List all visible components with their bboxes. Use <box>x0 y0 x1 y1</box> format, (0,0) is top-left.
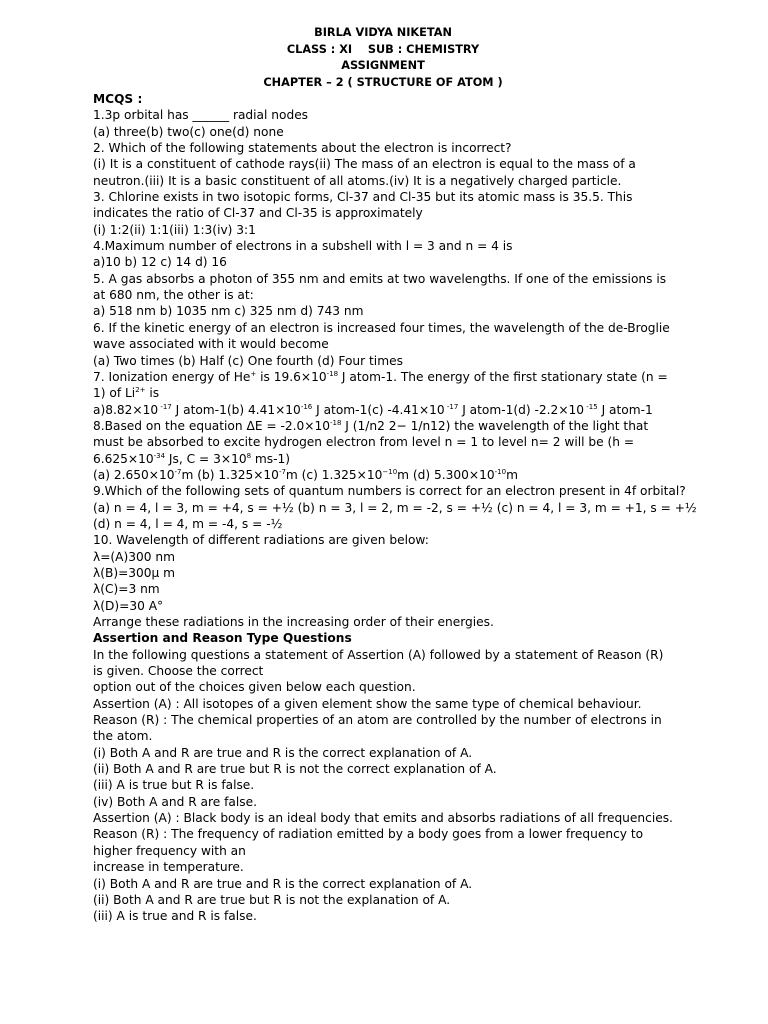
ar1-option-iv: (iv) Both A and R are false. <box>93 794 257 809</box>
question-4: 4.Maximum number of electrons in a subshell with l = 3 and n = 4 is <box>93 239 513 254</box>
question-10-item-d: λ(D)=30 A° <box>93 598 164 613</box>
question-6: 6. If the kinetic energy of an electron is increased four times, the wavelength of the de-Broglie wave associated with it would become <box>93 320 670 352</box>
question-2: 2. Which of the following statements about the electron is incorrect? <box>93 141 512 156</box>
question-10-instruction: Arrange these radiations in the increasing order of their energies. <box>93 615 494 629</box>
question-10-item-a: λ=(A)300 nm <box>93 549 176 564</box>
question-9: 9.Which of the following sets of quantum numbers is correct for an electron present in 4f orbital? <box>93 484 686 499</box>
question-8-options: (a) $2.650\times 10^{-7}m$ (b) $1.325\times 10^{-7}m$ (c) $1.325\times 10^{-10}m$ (d) $5.300\times 10^{-10}m$ <box>93 467 518 482</box>
school-name: BIRLA VIDYA NIKETAN <box>314 26 452 39</box>
ar2-option-ii: (ii) Both A and R are true but R is not the explanation of A. <box>93 892 451 907</box>
question-7: 7. Ionization energy of He+ is $19.6\times 10^{-18}$ J atom-1. The energy of the first stationary state (n = 1) of $Li^{2+}$ is <box>93 369 668 401</box>
question-3: 3. Chlorine exists in two isotopic forms, Cl-37 and Cl-35 but its atomic mass is 35.5. This indicates the ratio of Cl-37 and Cl-35 is approximately <box>93 190 633 221</box>
question-2-options: (i) It is a constituent of cathode rays(ii) The mass of an electron is equal to the mass of a neutron.(iii) It is a basic constituent of all atoms.(iv) It is a negatively charged particle. <box>93 157 636 188</box>
question-7-options: a)8.82×10 $^{-17}$ J atom-1(b) $4.41\times 10^{-16}$ J atom-1(c) -4.41×10 $^{-17}$ J atom-1(d) -2.2×10 $^{-15}$ J atom-1 <box>93 402 653 417</box>
ar2-option-i: (i) Both A and R are true and R is the correct explanation of A. <box>93 876 473 891</box>
mcqs-heading: MCQS : <box>93 92 143 106</box>
ar1-option-i: (i) Both A and R are true and R is the correct explanation of A. <box>93 745 473 760</box>
question-10-item-b: λ(B)=300μ m <box>93 565 176 580</box>
document-type: ASSIGNMENT <box>341 59 425 72</box>
question-9-options-1: (a) n = 4, l = 3, m = +4, s = +½ (b) n = 3, l = 2, m = -2, s = +½ (c) n = 4, l = 3, m = +1, s = +½ <box>93 500 697 515</box>
ar-intro-continued: option out of the choices given below each question. <box>93 680 416 695</box>
assertion-2: Assertion (A) : Black body is an ideal body that emits and absorbs radiations of all frequencies. <box>93 811 673 826</box>
ar1-option-iii: (iii) A is true but R is false. <box>93 778 255 793</box>
question-6-options: (a) Two times (b) Half (c) One fourth (d) Four times <box>93 353 403 368</box>
question-10: 10. Wavelength of different radiations are given below: <box>93 533 429 548</box>
question-5-options: a) 518 nm b) 1035 nm c) 325 nm d) 743 nm <box>93 304 364 319</box>
reason-2: Reason (R) : The frequency of radiation emitted by a body goes from a lower frequency to higher frequency with an <box>93 827 644 858</box>
reason-1: Reason (R) : The chemical properties of an atom are controlled by the number of electrons in the atom. <box>93 713 662 744</box>
ar1-option-ii: (ii) Both A and R are true but R is not the correct explanation of A. <box>93 762 497 777</box>
ar-intro: In the following questions a statement of Assertion (A) followed by a statement of Reason (R) is given. Choose the correct <box>93 647 664 679</box>
class-subject: CLASS : XI SUB : CHEMISTRY <box>286 42 480 56</box>
question-10-item-c: λ(C)=3 nm <box>93 582 160 597</box>
question-9-options-2: (d) n = 4, l = 4, m = -4, s = -½ <box>93 516 283 531</box>
ar2-option-iii: (iii) A is true and R is false. <box>93 909 257 924</box>
question-5: 5. A gas absorbs a photon of 355 nm and emits at two wavelengths. If one of the emissions is at 680 nm, the other is at: <box>93 271 667 303</box>
question-3-options: (i) 1:2(ii) 1:1(iii) 1:3(iv) 3:1 <box>93 222 256 237</box>
chapter-title: CHAPTER – 2 ( STRUCTURE OF ATOM ) <box>263 75 503 89</box>
assertion-1: Assertion (A) : All isotopes of a given element show the same type of chemical behaviour. <box>93 696 642 711</box>
question-4-options: a)10 b) 12 c) 14 d) 16 <box>93 255 227 270</box>
assertion-reason-heading: Assertion and Reason Type Questions <box>93 631 352 646</box>
reason-2-continued: increase in temperature. <box>93 860 244 875</box>
assignment-page <box>93 25 697 925</box>
question-1: 1.3p orbital has ______ radial nodes <box>93 108 309 123</box>
question-8: 8.Based on the equation $\Delta E = -2.0\times 10^{-18}$ J (1/n2 2− 1/n12) the wavelength of the light that must be absorbed to excite hydrogen electron from level n = 1 to level n= 2 will be ($h = 6.625\times 10^{-34}$ Js, $C = 3\times 10^8$ ms-1) <box>93 418 649 466</box>
question-1-options: (a) three(b) two(c) one(d) none <box>93 124 284 139</box>
